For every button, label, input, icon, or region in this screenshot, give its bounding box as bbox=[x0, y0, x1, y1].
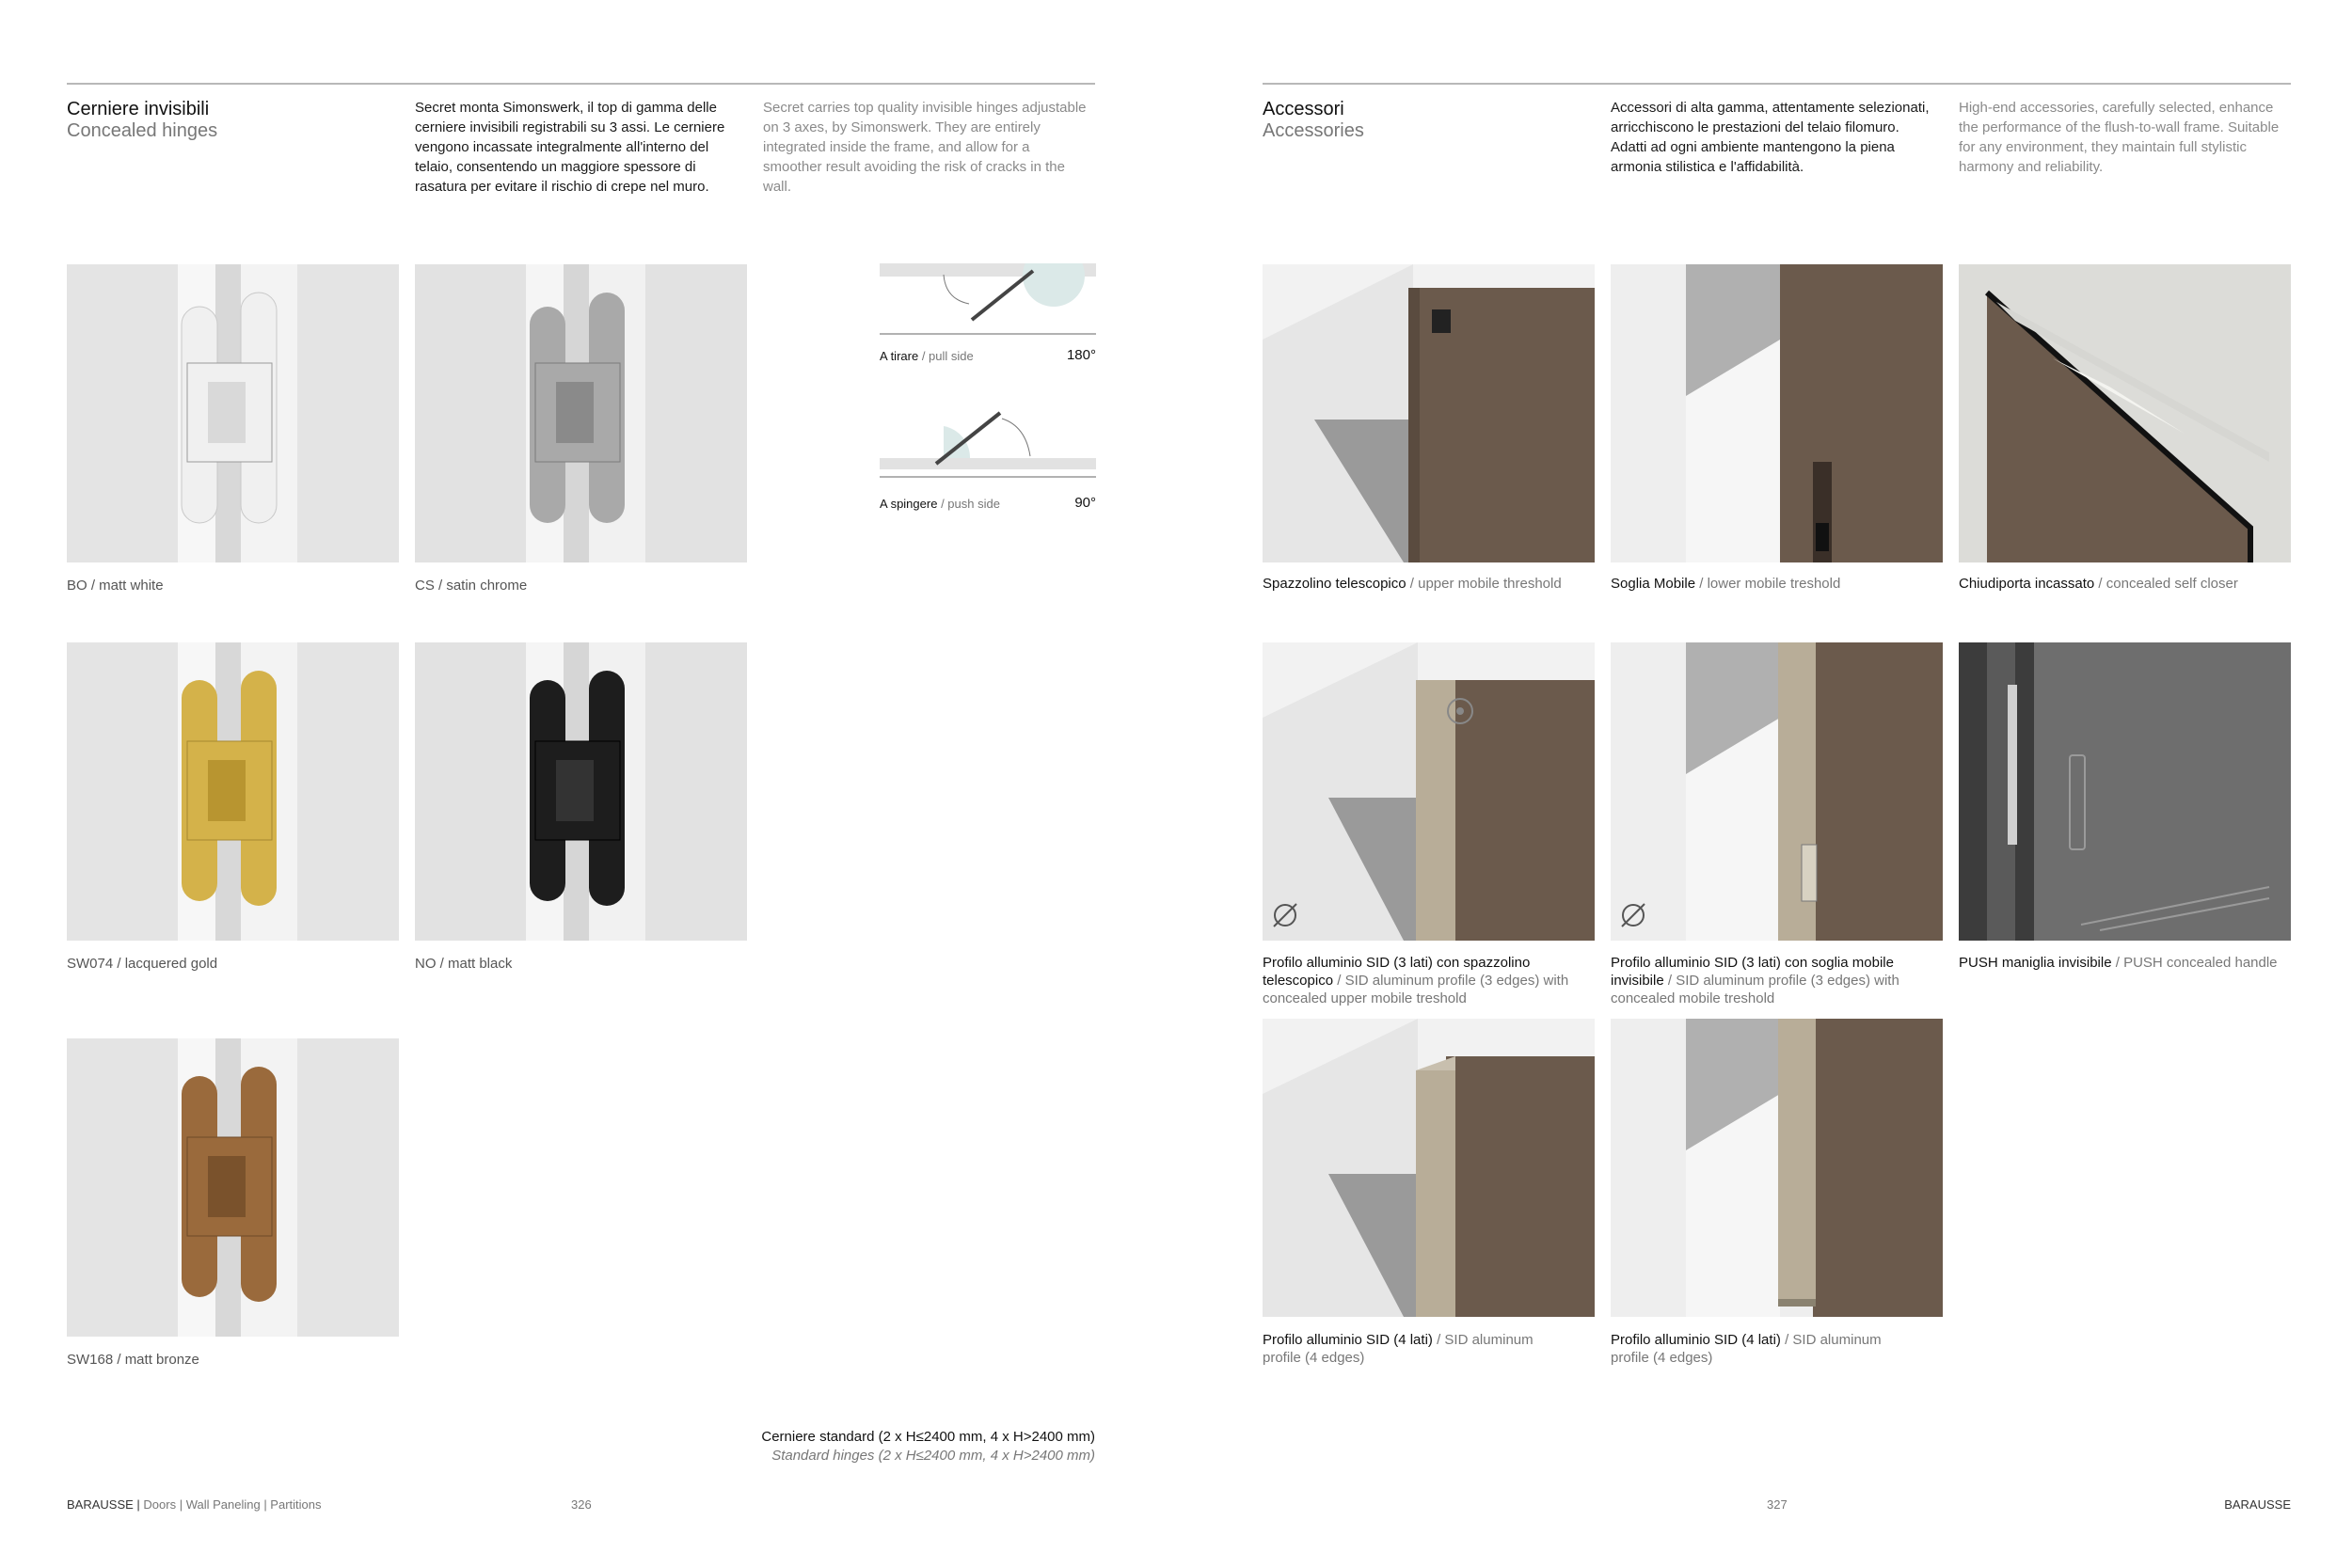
accessory-name-it: Chiudiporta incassato bbox=[1959, 576, 2095, 592]
push-side-diagram-icon bbox=[880, 409, 1096, 484]
left-subtitle: Concealed hinges bbox=[67, 120, 218, 141]
accessory-caption-sid4-b bbox=[1611, 1331, 1921, 1367]
left-text-en: Secret carries top quality invisible hinges adjustable on 3 axes, by Simonswerk. They are entirely integrated inside the frame, and allow for a smoother result avoiding the risk of cracks in the wall. bbox=[763, 100, 1087, 195]
accessory-photo-push-handle bbox=[1959, 642, 2291, 941]
right-text-en: High-end accessories, carefully selected, enhance the performance of the flush-to-wall frame. Suitable for any environment, they maintain full stylistic harmony and reliability. bbox=[1959, 100, 2280, 175]
hinge-caption-satin-chrome: CS / satin chrome bbox=[415, 578, 528, 594]
hinge-matt-bronze-illustration bbox=[67, 1038, 399, 1337]
standard-hinges-it: Cerniere standard (2 x H≤2400 mm, 4 x H>2400 mm) bbox=[761, 1429, 1095, 1445]
hinge-photo-matt-white bbox=[67, 264, 399, 562]
accessory-name-it: Profilo alluminio SID (3 lati) con soglia mobile invisibile bbox=[1611, 955, 1894, 989]
accessory-caption-lower-threshold bbox=[1611, 575, 1949, 593]
sid4-b-illustration bbox=[1611, 1019, 1943, 1317]
accessory-name-en: SID aluminum profile (4 edges) bbox=[1611, 1332, 1882, 1366]
left-footer-brand: BARAUSSE bbox=[67, 1497, 134, 1512]
left-heading bbox=[67, 99, 377, 142]
pull-side-diagram-icon bbox=[880, 261, 1096, 337]
sid4-a-illustration bbox=[1263, 1019, 1595, 1317]
push-side-label-en: push side bbox=[947, 497, 1000, 511]
left-text-it: Secret monta Simonswerk, il top di gamma delle cerniere invisibili registrabili su 3 assi. Le cerniere vengono incassate integralmente all'interno del telaio, consentendo un maggiore spessore di rasatura per evitare il rischio di crepe nel muro. bbox=[415, 100, 725, 195]
accessory-name-en: SID aluminum profile (4 edges) bbox=[1263, 1332, 1534, 1366]
hinge-caption-matt-white: BO / matt white bbox=[67, 578, 164, 594]
pull-side-label-en: pull side bbox=[929, 349, 974, 363]
standard-hinges-note bbox=[761, 1428, 1095, 1465]
accessory-separator: / bbox=[2111, 955, 2124, 971]
hinge-matt-white-illustration bbox=[67, 264, 399, 562]
hinge-photo-satin-chrome bbox=[415, 264, 747, 562]
left-footer bbox=[67, 1497, 322, 1512]
accessory-separator: / bbox=[1780, 1332, 1793, 1348]
accessory-caption-sid4-a bbox=[1263, 1331, 1573, 1367]
hinge-caption-matt-black: NO / matt black bbox=[415, 956, 513, 972]
accessory-photo-sid3-brush bbox=[1263, 642, 1595, 941]
hinge-photo-matt-bronze bbox=[67, 1038, 399, 1337]
right-text-it: Accessori di alta gamma, attentamente selezionati, arricchiscono le prestazioni del telaio filomuro. Adatti ad ogni ambiente mantengono la piena armonia stilistica e l'affidabilità. bbox=[1611, 100, 1930, 175]
hinge-satin-chrome-illustration bbox=[415, 264, 747, 562]
left-title: Cerniere invisibili bbox=[67, 99, 210, 119]
lower-threshold-illustration bbox=[1611, 264, 1943, 562]
push-handle-illustration bbox=[1959, 642, 2291, 941]
accessory-caption-push-handle bbox=[1959, 954, 2279, 972]
accessory-name-en: SID aluminum profile (3 edges) with concealed mobile treshold bbox=[1611, 973, 1899, 1006]
concealed-closer-illustration bbox=[1959, 264, 2291, 562]
accessory-caption-telescopic-brush bbox=[1263, 575, 1601, 593]
standard-hinges-en: Standard hinges (2 x H≤2400 mm, 4 x H>2400 mm) bbox=[771, 1448, 1095, 1464]
left-top-rule bbox=[67, 83, 1095, 85]
accessory-separator: / bbox=[1695, 576, 1708, 592]
accessory-separator: / bbox=[1406, 576, 1419, 592]
accessory-name-en: concealed self closer bbox=[2106, 576, 2238, 592]
accessory-photo-sid4-a bbox=[1263, 1019, 1595, 1317]
accessory-photo-lower-threshold bbox=[1611, 264, 1943, 562]
hinge-caption-matt-bronze: SW168 / matt bronze bbox=[67, 1352, 199, 1368]
right-title: Accessori bbox=[1263, 99, 1344, 119]
accessory-separator: / bbox=[1333, 973, 1345, 989]
hinge-photo-lacquered-gold bbox=[67, 642, 399, 941]
right-top-rule bbox=[1263, 83, 2291, 85]
accessory-photo-telescopic-brush bbox=[1263, 264, 1595, 562]
accessory-photo-sid4-b bbox=[1611, 1019, 1943, 1317]
pull-side-angle: 180° bbox=[1066, 347, 1096, 363]
accessory-caption-concealed-closer bbox=[1959, 575, 2297, 593]
right-page-number: 327 bbox=[1767, 1497, 1788, 1512]
accessory-name-en: PUSH concealed handle bbox=[2123, 955, 2278, 971]
pull-side-label-it: A tirare bbox=[880, 349, 919, 363]
telescopic-brush-illustration bbox=[1263, 264, 1595, 562]
accessory-name-it: Profilo alluminio SID (4 lati) bbox=[1263, 1332, 1433, 1348]
accessory-separator: / bbox=[1432, 1332, 1445, 1348]
push-side-angle: 90° bbox=[1074, 495, 1096, 511]
accessory-name-it: Profilo alluminio SID (4 lati) bbox=[1611, 1332, 1781, 1348]
accessory-photo-concealed-closer bbox=[1959, 264, 2291, 562]
accessory-name-en: SID aluminum profile (3 edges) with concealed upper mobile treshold bbox=[1263, 973, 1569, 1006]
push-side-label: A spingere / push side bbox=[880, 497, 1000, 511]
right-footer-brand: BARAUSSE bbox=[2224, 1497, 2291, 1512]
push-side-label-it: A spingere bbox=[880, 497, 938, 511]
left-page-number: 326 bbox=[571, 1497, 592, 1512]
accessory-separator: / bbox=[1663, 973, 1677, 989]
hinge-photo-matt-black bbox=[415, 642, 747, 941]
accessory-separator: / bbox=[2094, 576, 2106, 592]
accessory-name-en: upper mobile threshold bbox=[1418, 576, 1562, 592]
pull-side-label: A tirare / pull side bbox=[880, 349, 974, 363]
hinge-lacquered-gold-illustration bbox=[67, 642, 399, 941]
accessory-caption-sid3-threshold bbox=[1611, 954, 1945, 1007]
right-heading bbox=[1263, 99, 1573, 142]
left-footer-sections: Doors | Wall Paneling | Partitions bbox=[143, 1497, 322, 1512]
hinge-matt-black-illustration bbox=[415, 642, 747, 941]
accessory-name-en: lower mobile treshold bbox=[1707, 576, 1841, 592]
accessory-caption-sid3-brush bbox=[1263, 954, 1582, 1007]
diagram-push-side bbox=[880, 409, 1096, 513]
left-footer-separator: | bbox=[133, 1497, 144, 1512]
accessory-photo-sid3-threshold bbox=[1611, 642, 1943, 941]
accessory-name-it: Profilo alluminio SID (3 lati) con spazzolino telescopico bbox=[1263, 955, 1531, 989]
sid3-threshold-illustration bbox=[1611, 642, 1943, 941]
accessory-name-it: PUSH maniglia invisibile bbox=[1959, 955, 2112, 971]
diagram-pull-side bbox=[880, 261, 1096, 365]
accessory-name-it: Soglia Mobile bbox=[1611, 576, 1696, 592]
right-subtitle: Accessories bbox=[1263, 120, 1364, 141]
sid3-brush-illustration bbox=[1263, 642, 1595, 941]
accessory-name-it: Spazzolino telescopico bbox=[1263, 576, 1406, 592]
hinge-caption-lacquered-gold: SW074 / lacquered gold bbox=[67, 956, 218, 972]
